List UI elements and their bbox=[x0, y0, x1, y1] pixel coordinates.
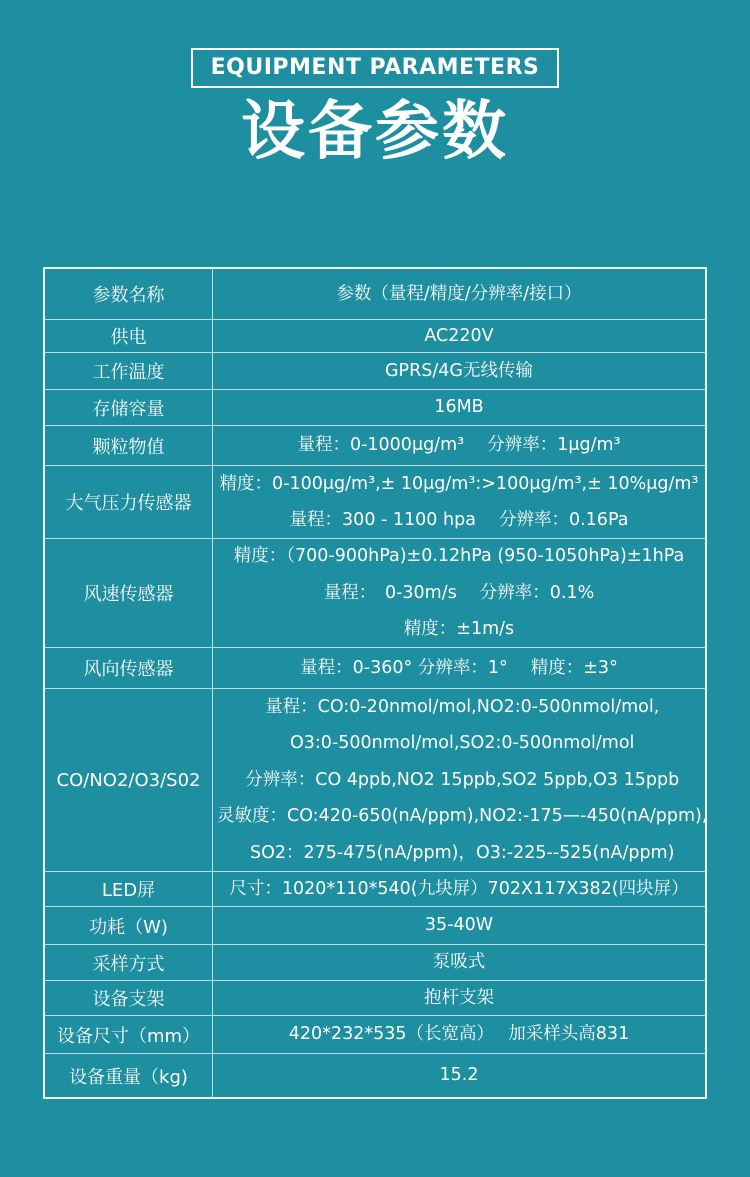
parameter-value-cell bbox=[213, 872, 705, 906]
parameter-value-cell bbox=[213, 907, 705, 944]
badge-label: EQUIPMENT PARAMETERS bbox=[210, 55, 540, 80]
table-row bbox=[45, 1015, 705, 1053]
table-row bbox=[45, 980, 705, 1015]
page-title: 设备参数 bbox=[241, 95, 509, 169]
parameter-value-line: 量程：CO:0-20nmol/mol,NO2:0-500nmol/mol, bbox=[265, 696, 660, 717]
parameter-value-line: 抱杆支架 bbox=[424, 987, 494, 1008]
parameter-name-cell: 供电 bbox=[45, 320, 213, 352]
parameter-value-line: GPRS/4G无线传输 bbox=[385, 360, 533, 381]
parameter-value-line: 精度：±1m/s bbox=[403, 619, 515, 640]
parameter-value-line: 参数（量程/精度/分辨率/接口） bbox=[336, 283, 582, 304]
parameter-value-line: 精度：（700-900hPa)±0.12hPa (950-1050hPa)±1hPa bbox=[233, 546, 685, 567]
parameter-value-line: 尺寸：1020*110*540(九块屏）702X117X382(四块屏） bbox=[229, 878, 689, 899]
parameter-name-cell: 设备尺寸（mm） bbox=[45, 1016, 213, 1053]
parameter-value-cell bbox=[213, 648, 705, 688]
parameter-value-cell bbox=[213, 689, 711, 871]
parameter-value-cell bbox=[213, 981, 705, 1015]
parameter-name-cell: CO/NO2/O3/S02 bbox=[45, 689, 213, 871]
parameter-name-cell: 风向传感器 bbox=[45, 648, 213, 688]
parameter-name-cell: 风速传感器 bbox=[45, 539, 213, 647]
table-row bbox=[45, 871, 705, 906]
parameter-value-cell bbox=[213, 539, 705, 647]
parameter-value-line: 量程：0-360° 分辨率：1° 精度：±3° bbox=[300, 657, 618, 678]
parameter-name-cell: 设备重量（kg) bbox=[45, 1054, 213, 1097]
table-row bbox=[45, 538, 705, 647]
parameter-value-line: 灵敏度：CO:420-650(nA/ppm),NO2:-175—-450(nA/ppm), bbox=[217, 806, 708, 827]
parameter-name-cell: 存储容量 bbox=[45, 390, 213, 425]
parameter-value-cell bbox=[213, 269, 705, 319]
parameter-value-cell bbox=[213, 390, 705, 425]
page bbox=[0, 48, 750, 1088]
parameter-value-line: 精度：0-100μg/m³,± 10μg/m³:>100μg/m³,± 10%μg/m³ bbox=[219, 473, 699, 494]
parameter-value-cell bbox=[213, 353, 705, 389]
table-row bbox=[45, 465, 705, 538]
parameter-value-line: 量程：0-1000μg/m³ 分辨率：1μg/m³ bbox=[297, 435, 621, 456]
parameters-table bbox=[43, 267, 707, 1099]
parameter-name-cell: 功耗（W) bbox=[45, 907, 213, 944]
parameter-value-line: 量程：300 - 1100 hpa 分辨率：0.16Pa bbox=[289, 510, 629, 530]
parameter-name-cell: 大气压力传感器 bbox=[45, 466, 213, 538]
parameter-name-cell: 设备支架 bbox=[45, 981, 213, 1015]
equipment-parameters-badge bbox=[191, 48, 560, 88]
table-row bbox=[45, 906, 705, 944]
parameter-value-cell bbox=[213, 466, 705, 538]
parameter-name-cell: LED屏 bbox=[45, 872, 213, 906]
parameter-value-line: 420*232*535（长宽高） 加采样头高831 bbox=[288, 1024, 630, 1045]
parameter-value-line: O3:0-500nmol/mol,SO2:0-500nmol/mol bbox=[290, 733, 635, 754]
table-row bbox=[45, 352, 705, 389]
table-row bbox=[45, 319, 705, 352]
parameter-value-line: 15.2 bbox=[439, 1065, 479, 1086]
parameter-value-cell bbox=[213, 945, 705, 980]
table-row bbox=[45, 389, 705, 425]
table-row bbox=[45, 647, 705, 688]
parameter-value-line: 16MB bbox=[434, 397, 484, 418]
parameter-value-line: 35-40W bbox=[424, 915, 494, 936]
parameter-value-cell bbox=[213, 426, 705, 465]
parameter-value-line: AC220V bbox=[424, 325, 494, 346]
parameter-name-cell: 工作温度 bbox=[45, 353, 213, 389]
parameter-value-line: 量程： 0-30m/s 分辨率：0.1% bbox=[323, 582, 595, 603]
parameter-value-cell bbox=[213, 320, 705, 352]
table-row bbox=[45, 425, 705, 465]
parameter-value-cell bbox=[213, 1054, 705, 1097]
table-row bbox=[45, 688, 708, 871]
table-row bbox=[45, 944, 705, 980]
parameter-value-line: 分辨率：CO 4ppb,NO2 15ppb,SO2 5ppb,O3 15ppb bbox=[245, 769, 680, 790]
table-row bbox=[45, 1053, 705, 1097]
parameter-name-cell: 采样方式 bbox=[45, 945, 213, 980]
parameter-value-line: SO2：275-475(nA/ppm)，O3:-225--525(nA/ppm) bbox=[249, 842, 675, 863]
parameter-value-line: 泵吸式 bbox=[432, 952, 486, 973]
parameter-name-cell: 参数名称 bbox=[45, 269, 213, 319]
table-row bbox=[45, 269, 705, 319]
parameter-value-cell bbox=[213, 1016, 705, 1053]
parameter-name-cell: 颗粒物值 bbox=[45, 426, 213, 465]
